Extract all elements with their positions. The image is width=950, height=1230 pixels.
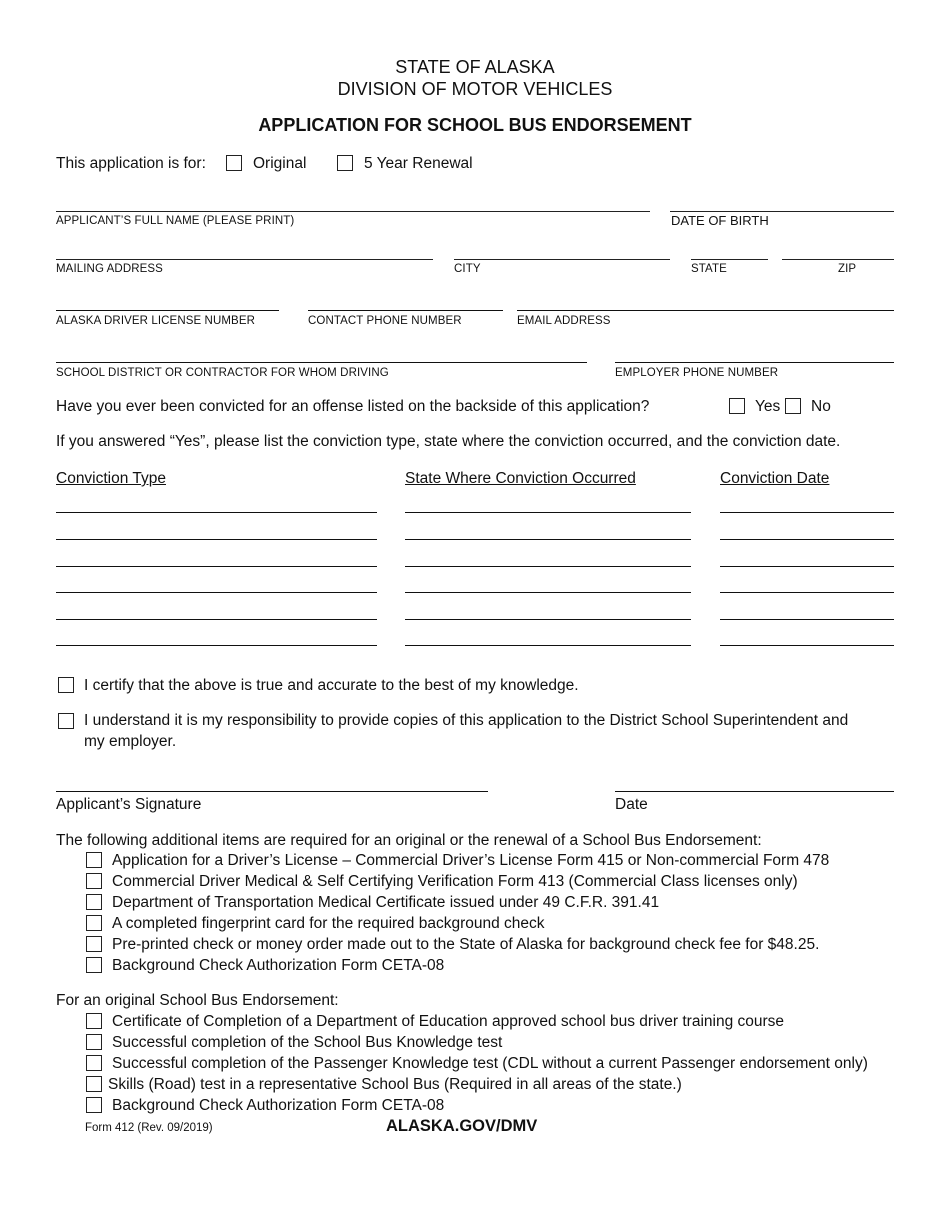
school-district-field[interactable] bbox=[56, 362, 587, 363]
license-number-field[interactable] bbox=[56, 310, 279, 311]
additional-item-3: Department of Transportation Medical Certificate issued under 49 C.F.R. 391.41 bbox=[112, 894, 660, 911]
application-type-prompt: This application is for: bbox=[56, 155, 206, 172]
conviction-type-row-1[interactable] bbox=[56, 512, 377, 513]
additional-item-5: Pre-printed check or money order made out to the State of Alaska for background check fee for $48.25. bbox=[112, 936, 820, 953]
additional-checkbox-2[interactable] bbox=[86, 873, 102, 889]
conviction-type-row-6[interactable] bbox=[56, 645, 377, 646]
state-label: STATE bbox=[691, 263, 727, 275]
additional-checkbox-3[interactable] bbox=[86, 894, 102, 910]
conviction-yes-label: Yes bbox=[755, 398, 781, 415]
original-item-1: Certificate of Completion of a Department of Education approved school bus driver training course bbox=[112, 1013, 785, 1030]
understand-statement-line2: my employer. bbox=[84, 733, 177, 750]
full-name-field[interactable] bbox=[56, 211, 650, 212]
additional-checkbox-1[interactable] bbox=[86, 852, 102, 868]
conviction-state-row-4[interactable] bbox=[405, 592, 691, 593]
conviction-no-checkbox[interactable] bbox=[785, 398, 801, 414]
renewal-label: 5 Year Renewal bbox=[364, 155, 473, 172]
state-field[interactable] bbox=[691, 259, 768, 260]
original-item-4: Skills (Road) test in a representative School Bus (Required in all areas of the state.) bbox=[108, 1076, 682, 1093]
division-heading: DIVISION OF MOTOR VEHICLES bbox=[337, 79, 613, 99]
original-checkbox-2[interactable] bbox=[86, 1034, 102, 1050]
conviction-state-header: State Where Conviction Occurred bbox=[405, 470, 636, 487]
page-title: APPLICATION FOR SCHOOL BUS ENDORSEMENT bbox=[258, 115, 692, 135]
original-checkbox-5[interactable] bbox=[86, 1097, 102, 1113]
signature-date-field[interactable] bbox=[615, 791, 894, 792]
additional-item-4: A completed fingerprint card for the required background check bbox=[112, 915, 545, 932]
original-item-2: Successful completion of the School Bus Knowledge test bbox=[112, 1034, 503, 1051]
certify-checkbox[interactable] bbox=[58, 677, 74, 693]
school-district-label: SCHOOL DISTRICT OR CONTRACTOR FOR WHOM DRIVING bbox=[56, 367, 389, 379]
city-field[interactable] bbox=[454, 259, 670, 260]
conviction-state-row-6[interactable] bbox=[405, 645, 691, 646]
conviction-type-row-3[interactable] bbox=[56, 566, 377, 567]
additional-checkbox-5[interactable] bbox=[86, 936, 102, 952]
conviction-state-row-5[interactable] bbox=[405, 619, 691, 620]
zip-label: ZIP bbox=[838, 263, 857, 275]
conviction-state-row-1[interactable] bbox=[405, 512, 691, 513]
understand-checkbox[interactable] bbox=[58, 713, 74, 729]
conviction-type-row-5[interactable] bbox=[56, 619, 377, 620]
original-label: Original bbox=[253, 155, 307, 172]
additional-checkbox-4[interactable] bbox=[86, 915, 102, 931]
original-checkbox[interactable] bbox=[226, 155, 242, 171]
original-item-3: Successful completion of the Passenger Knowledge test (CDL without a current Passenger endorsement only) bbox=[112, 1055, 868, 1072]
form-number: Form 412 (Rev. 09/2019) bbox=[85, 1122, 213, 1134]
conviction-date-row-6[interactable] bbox=[720, 645, 894, 646]
website: ALASKA.GOV/DMV bbox=[386, 1117, 538, 1135]
mailing-address-label: MAILING ADDRESS bbox=[56, 263, 163, 275]
conviction-type-row-4[interactable] bbox=[56, 592, 377, 593]
original-checkbox-1[interactable] bbox=[86, 1013, 102, 1029]
email-field[interactable] bbox=[517, 310, 894, 311]
signature-field[interactable] bbox=[56, 791, 488, 792]
additional-item-2: Commercial Driver Medical & Self Certifying Verification Form 413 (Commercial Class licenses only) bbox=[112, 873, 798, 890]
dob-field[interactable] bbox=[670, 211, 894, 212]
conviction-date-row-5[interactable] bbox=[720, 619, 894, 620]
conviction-type-row-2[interactable] bbox=[56, 539, 377, 540]
conviction-question: Have you ever been convicted for an offense listed on the backside of this application? bbox=[56, 398, 650, 415]
conviction-instructions: If you answered “Yes”, please list the conviction type, state where the conviction occurred, and the conviction date. bbox=[56, 433, 841, 450]
conviction-no-label: No bbox=[811, 398, 831, 415]
conviction-yes-checkbox[interactable] bbox=[729, 398, 745, 414]
zip-field[interactable] bbox=[782, 259, 894, 260]
conviction-date-row-3[interactable] bbox=[720, 566, 894, 567]
mailing-address-field[interactable] bbox=[56, 259, 433, 260]
additional-items-intro: The following additional items are required for an original or the renewal of a School Bus Endorsement: bbox=[56, 832, 762, 849]
state-heading: STATE OF ALASKA bbox=[395, 57, 555, 77]
conviction-date-row-4[interactable] bbox=[720, 592, 894, 593]
understand-statement-line1: I understand it is my responsibility to provide copies of this application to the District School Superintendent and bbox=[84, 712, 849, 729]
conviction-state-row-2[interactable] bbox=[405, 539, 691, 540]
employer-phone-field[interactable] bbox=[615, 362, 894, 363]
original-checkbox-3[interactable] bbox=[86, 1055, 102, 1071]
contact-phone-field[interactable] bbox=[308, 310, 503, 311]
city-label: CITY bbox=[454, 263, 481, 275]
original-checkbox-4[interactable] bbox=[86, 1076, 102, 1092]
license-number-label: ALASKA DRIVER LICENSE NUMBER bbox=[56, 315, 255, 327]
additional-item-1: Application for a Driver’s License – Commercial Driver’s License Form 415 or Non-commercial Form 478 bbox=[112, 852, 830, 869]
renewal-checkbox[interactable] bbox=[337, 155, 353, 171]
employer-phone-label: EMPLOYER PHONE NUMBER bbox=[615, 367, 779, 379]
contact-phone-label: CONTACT PHONE NUMBER bbox=[308, 315, 462, 327]
certify-statement: I certify that the above is true and accurate to the best of my knowledge. bbox=[84, 677, 579, 694]
original-item-5: Background Check Authorization Form CETA-08 bbox=[112, 1097, 445, 1114]
conviction-date-header: Conviction Date bbox=[720, 470, 830, 487]
dob-label: DATE OF BIRTH bbox=[671, 213, 769, 228]
additional-checkbox-6[interactable] bbox=[86, 957, 102, 973]
signature-label: Applicant’s Signature bbox=[56, 796, 202, 813]
conviction-type-header: Conviction Type bbox=[56, 470, 166, 487]
full-name-label: APPLICANT’S FULL NAME (PLEASE PRINT) bbox=[56, 215, 295, 227]
original-items-intro: For an original School Bus Endorsement: bbox=[56, 992, 339, 1009]
signature-date-label: Date bbox=[615, 796, 648, 813]
conviction-state-row-3[interactable] bbox=[405, 566, 691, 567]
email-label: EMAIL ADDRESS bbox=[517, 315, 611, 327]
conviction-date-row-1[interactable] bbox=[720, 512, 894, 513]
additional-item-6: Background Check Authorization Form CETA-08 bbox=[112, 957, 445, 974]
conviction-date-row-2[interactable] bbox=[720, 539, 894, 540]
